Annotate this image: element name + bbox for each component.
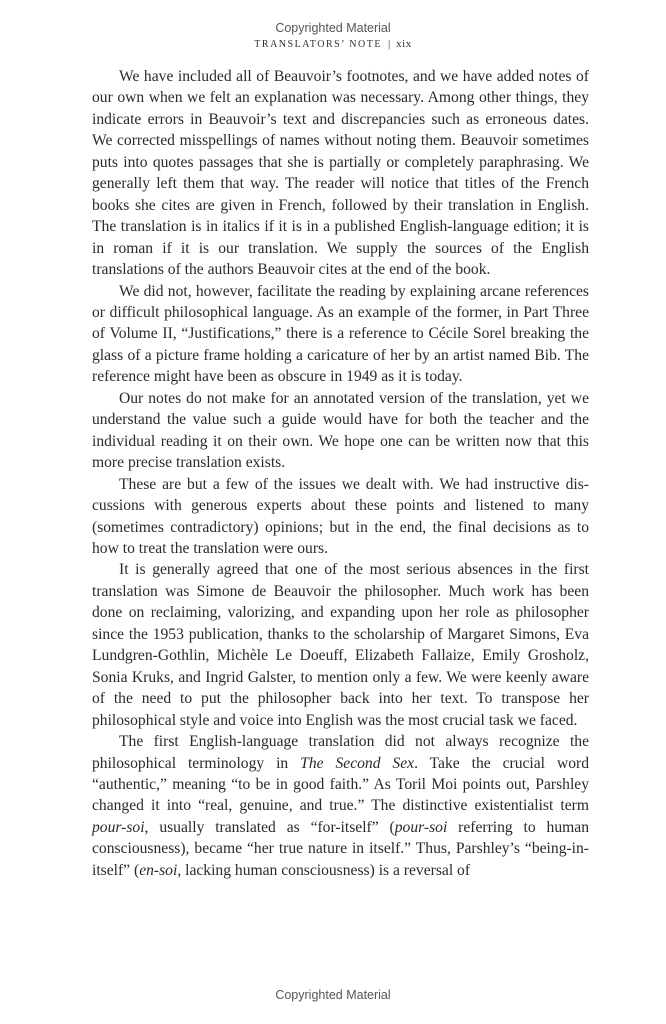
- text-run: , usually translated as “for-itself” (: [144, 818, 395, 836]
- italic-text: pour-soi: [92, 818, 145, 836]
- running-head: [0, 38, 666, 50]
- text-run: These are but a few of the issues we dealt with. We had instructive discussions with generous experts about these points and listened to many (sometimes contradictory) opinions; but in the end, the final decisions as to how to treat the translation were ours.: [92, 475, 589, 557]
- text-run: Our notes do not make for an annotated version of the translation, yet we understand the value such a guide would have for both the teacher and the individual reading it on their own. We hope one can be written now that this more precise translation exists.: [92, 389, 589, 472]
- watermark-top: Copyrighted Material: [275, 21, 391, 35]
- italic-text: The Second Sex: [300, 754, 415, 772]
- text-run: The first English-language translation did not always recognize the philosophical terminology in: [92, 733, 589, 772]
- text-run: , lacking human consciousness) is a reversal of: [177, 861, 471, 879]
- text-run: It is generally agreed that one of the most serious absences in the first translation was Simone de Beauvoir the philosopher. Much work has been done on reclaiming, valorizing, and expanding upon her role as philosopher since the 1953 publication, thanks to the scholarship of Margaret Simons, Eva Lundgren-Gothlin, Michèle Le Doeuff, Elizabeth Fallaize, Emily Grosholz, Sonia Kruks, and Ingrid Galster, to mention only a few. We were keenly aware of the need to put the philosopher back into her text. To transpose her philosophical style and voice into English was the most crucial task we faced.: [92, 561, 589, 729]
- text-run: We did not, however, facilitate the reading by explaining arcane references or difficult philosophical language. As an example of the former, in Part Three of Volume II, “Justifications,” there is a reference to Cécile Sorel breaking the glass of a picture frame holding a caricature of her by an artist named Bib. The reference might have been as obscure in 1949 as it is today.: [92, 282, 589, 386]
- body-text: [92, 66, 589, 881]
- text-run: . Take the crucial word “authentic,” meaning “to be in good faith.” As Toril Moi points out, Parshley changed it into “real, genuine, and true.” The distinctive existentialist term: [92, 754, 589, 815]
- paragraph: [92, 731, 589, 881]
- running-head-title: TRANSLATORS’ NOTE: [254, 39, 382, 50]
- running-head-separator: |: [387, 38, 391, 50]
- italic-text: en-soi: [139, 861, 178, 879]
- italic-text: pour-soi: [394, 818, 448, 836]
- paragraph: [92, 66, 589, 281]
- page-number: xix: [396, 38, 412, 50]
- paragraph: [92, 474, 589, 560]
- text-run: referring to human consciousness), became “her true nature in itself.” Thus, Parshley’s “being-in-itself” (: [92, 818, 589, 879]
- text-run: We have included all of Beauvoir’s footnotes, and we have added notes of our own when we felt an explanation was necessary. Among other things, they indicate errors in Beauvoir’s text and discrepancies such as erroneous dates. We corrected misspellings of names without noting them. Beauvoir sometimes puts into quotes passages that she is partially or completely paraphrasing. We generally left them that way. The reader will notice that titles of the French books she cites are given in French, followed by their translation in English. The translation is in italics if it is in a published English-language edition; it is in roman if it is our translation. We supply the sources of the English translations of the authors Beauvoir cites at the end of the book.: [92, 68, 589, 279]
- watermark-bottom: Copyrighted Material: [275, 988, 391, 1002]
- paragraph: [92, 281, 589, 388]
- paragraph: [92, 388, 589, 474]
- paragraph: [92, 559, 589, 731]
